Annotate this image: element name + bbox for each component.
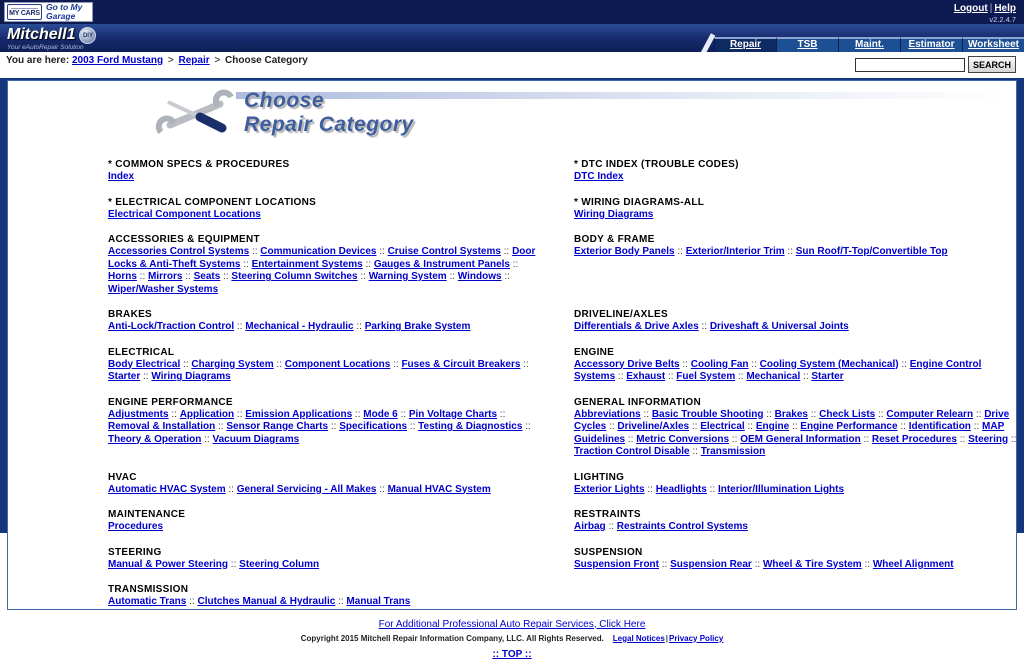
category-heading: RESTRAINTS <box>574 509 641 520</box>
category-heading: BRAKES <box>108 309 153 320</box>
breadcrumb-band <box>0 52 1024 78</box>
category-link[interactable]: Engine <box>755 421 790 432</box>
link-separator: :: <box>352 408 364 420</box>
link-separator: :: <box>689 446 701 457</box>
category-link[interactable]: Wiring Diagrams <box>151 371 231 382</box>
category-links <box>108 171 546 184</box>
additional-services-link[interactable]: For Additional Professional Auto Repair Services, Click Here <box>378 618 646 630</box>
category-link[interactable]: Warning System <box>368 271 447 282</box>
link-separator: :: <box>640 408 652 420</box>
category-link[interactable]: Mechanical - Hydraulic <box>245 321 354 332</box>
category-heading: DRIVELINE/AXLES <box>574 309 668 320</box>
link-separator: :: <box>898 358 910 370</box>
tab-maint[interactable]: Maint. <box>838 37 900 52</box>
link-separator: :: <box>328 421 340 432</box>
category-link[interactable]: Manual Trans <box>346 596 411 607</box>
category-link[interactable]: Accessory Drive Belts <box>574 358 680 370</box>
link-separator: :: <box>362 258 374 270</box>
category-link[interactable]: DTC Index <box>574 171 624 182</box>
link-separator: :: <box>180 358 192 370</box>
category-link[interactable]: Driveshaft & Universal Joints <box>709 321 849 332</box>
category-section <box>108 397 546 459</box>
category-link[interactable]: Exterior Body Panels <box>574 246 675 257</box>
link-separator: :: <box>522 421 531 432</box>
category-section <box>574 472 1024 497</box>
category-link[interactable]: Sensor Range Charts <box>226 421 329 432</box>
category-link[interactable]: Airbag <box>574 521 606 532</box>
category-link[interactable]: Suspension Rear <box>670 558 752 570</box>
main-panel <box>7 80 1017 610</box>
link-separator: :: <box>510 258 519 270</box>
category-link[interactable]: Mode 6 <box>363 408 398 420</box>
category-link[interactable]: Horns <box>108 271 137 282</box>
license-plate-icon <box>7 4 42 20</box>
category-link[interactable]: Identification <box>908 421 971 432</box>
category-links <box>108 596 546 609</box>
breadcrumb-separator: > <box>214 55 221 66</box>
link-separator: :: <box>729 433 741 445</box>
category-link[interactable]: Electrical <box>700 421 745 432</box>
link-separator: :: <box>744 421 756 432</box>
category-links <box>108 409 546 447</box>
category-link[interactable]: Steering <box>968 433 1009 445</box>
link-separator: :: <box>234 321 246 332</box>
plate-label: MY CARS <box>9 10 40 17</box>
category-heading: * WIRING DIAGRAMS-ALL <box>574 196 705 208</box>
link-separator: :: <box>897 421 909 432</box>
link-separator: :: <box>234 408 246 420</box>
category-link[interactable]: Traction Control Disable <box>574 446 690 457</box>
link-separator: :: <box>674 246 686 257</box>
category-heading: ELECTRICAL <box>108 346 175 358</box>
category-link[interactable]: Automatic HVAC System <box>108 483 226 495</box>
link-separator: :: <box>182 271 194 282</box>
category-link[interactable]: Procedures <box>108 521 164 532</box>
category-links <box>108 484 546 497</box>
brand-bar <box>0 24 1024 52</box>
category-link[interactable]: Adjustments <box>108 408 169 420</box>
breadcrumb-repair-link[interactable]: Repair <box>178 55 210 66</box>
link-separator: :: <box>201 433 213 445</box>
breadcrumb-prefix: You are here: <box>6 55 70 66</box>
category-link[interactable]: Charging System <box>191 358 274 370</box>
session-links <box>954 3 1016 24</box>
category-link[interactable]: Metric Conversions <box>636 433 730 445</box>
tab-bar <box>698 37 1024 52</box>
link-separator: :: <box>357 271 369 282</box>
category-link[interactable]: Windows <box>457 271 502 282</box>
link-divider: | <box>989 3 993 14</box>
category-section <box>574 397 1024 459</box>
category-link[interactable]: Door Locks & Anti-Theft Systems <box>108 246 536 270</box>
category-link[interactable]: Wheel & Tire System <box>762 558 862 570</box>
link-separator: :: <box>689 421 701 432</box>
category-section <box>574 584 1024 609</box>
category-link[interactable]: Brakes <box>774 408 808 420</box>
content-frame <box>0 78 1024 660</box>
category-heading: GENERAL INFORMATION <box>574 396 701 408</box>
category-links <box>574 484 1024 497</box>
category-section <box>108 472 546 497</box>
diy-badge-icon: DIY <box>79 27 96 44</box>
link-separator: :: <box>665 371 677 382</box>
link-separator: :: <box>1008 433 1017 445</box>
category-link[interactable]: Steering Column Switches <box>231 271 358 282</box>
category-link[interactable]: Fuses & Circuit Breakers <box>401 358 521 370</box>
category-link[interactable]: Cooling Fan <box>690 358 749 370</box>
link-separator: :: <box>273 358 285 370</box>
link-separator: :: <box>140 371 152 382</box>
link-separator: :: <box>186 596 198 607</box>
category-link[interactable]: Application <box>179 408 235 420</box>
category-link[interactable]: Automatic Trans <box>108 596 187 607</box>
category-link[interactable]: Exterior/Interior Trim <box>685 246 785 257</box>
link-separator: :: <box>497 408 506 420</box>
copyright-text: Copyright 2015 Mitchell Repair Information Company, LLC. All Rights Reserved. <box>300 633 604 643</box>
link-separator: :: <box>970 421 983 432</box>
category-link[interactable]: Body Electrical <box>108 358 181 370</box>
link-separator: :: <box>606 421 618 432</box>
link-separator: :: <box>698 321 710 332</box>
category-links <box>574 559 1024 572</box>
breadcrumb-separator: > <box>167 55 174 66</box>
category-link[interactable]: Interior/Illumination Lights <box>717 483 845 495</box>
link-separator: :: <box>784 246 796 257</box>
search-input[interactable] <box>855 58 965 72</box>
category-link[interactable]: Headlights <box>655 483 707 495</box>
category-section <box>108 159 546 184</box>
category-section <box>108 547 546 572</box>
link-separator: :: <box>800 371 812 382</box>
crossed-tools-icon <box>156 91 236 144</box>
category-link[interactable]: Basic Trouble Shooting <box>651 408 764 420</box>
link-separator: :: <box>520 358 529 370</box>
link-separator: :: <box>789 421 801 432</box>
logo-text: Mitchell1 <box>7 26 76 43</box>
category-link[interactable]: Component Locations <box>284 358 391 370</box>
search-button[interactable]: SEARCH <box>968 56 1016 73</box>
category-section <box>108 197 546 222</box>
link-separator: :: <box>225 483 237 495</box>
page-title <box>244 89 414 137</box>
category-heading: HVAC <box>108 471 137 483</box>
category-link[interactable]: Reset Procedures <box>871 433 957 445</box>
mitchell1-logo <box>7 27 96 51</box>
category-links <box>574 246 1024 259</box>
category-link[interactable]: Computer Relearn <box>886 408 974 420</box>
go-to-my-garage-button[interactable] <box>4 2 93 22</box>
breadcrumb-current: Choose Category <box>225 55 308 66</box>
category-section <box>108 234 546 296</box>
category-link[interactable]: MAP Guidelines <box>574 421 1005 445</box>
category-links <box>574 359 1024 384</box>
category-link[interactable]: Steering Column <box>239 558 320 570</box>
category-link[interactable]: Manual HVAC System <box>387 483 491 495</box>
link-separator: :: <box>249 246 261 257</box>
link-separator: :: <box>973 408 985 420</box>
category-link[interactable]: Starter <box>108 371 141 382</box>
link-separator: :: <box>875 408 887 420</box>
link-separator: :: <box>446 271 458 282</box>
link-separator: :: <box>751 558 763 570</box>
category-link[interactable]: Drive Cycles <box>574 408 1010 432</box>
go-to-my-garage-label: Go to My Garage <box>46 2 83 21</box>
link-separator: :: <box>168 408 180 420</box>
link-separator: :: <box>353 321 365 332</box>
back-to-top-link[interactable]: :: TOP :: <box>492 648 532 660</box>
category-link[interactable]: Specifications <box>339 421 408 432</box>
category-links <box>574 321 1024 334</box>
category-link[interactable]: Pin Voltage Charts <box>408 408 498 420</box>
category-links <box>574 521 1024 534</box>
category-link[interactable]: Wheel Alignment <box>872 558 954 570</box>
category-link[interactable]: Driveline/Axles <box>617 421 690 432</box>
category-heading: ENGINE <box>574 346 615 358</box>
link-separator: :: <box>215 421 227 432</box>
link-separator: :: <box>644 483 656 495</box>
link-separator: :: <box>240 258 252 270</box>
category-link[interactable]: Wiper/Washer Systems <box>108 283 219 295</box>
tab-estimator[interactable]: Estimator <box>900 37 962 52</box>
category-link[interactable]: Manual & Power Steering <box>108 558 229 570</box>
category-link[interactable]: Restraints Control Systems <box>616 521 748 532</box>
version-label: v2.2.4.7 <box>989 15 1016 24</box>
category-section <box>574 547 1024 572</box>
link-separator: :: <box>659 558 671 570</box>
privacy-policy-link[interactable]: Privacy Policy <box>669 633 724 643</box>
category-link[interactable]: Check Lists <box>819 408 876 420</box>
link-separator: :: <box>390 358 402 370</box>
category-link[interactable]: Theory & Operation <box>108 433 202 445</box>
category-link[interactable]: Entertainment Systems <box>251 258 363 270</box>
category-links <box>574 209 1024 222</box>
page-title-line1: Choose <box>244 89 325 112</box>
link-separator: :: <box>605 521 617 532</box>
category-heading: SUSPENSION <box>574 546 643 558</box>
category-link[interactable]: Suspension Front <box>574 558 659 570</box>
footer <box>7 612 1017 665</box>
category-heading: * COMMON SPECS & PROCEDURES <box>108 159 290 170</box>
link-separator: :: <box>956 433 969 445</box>
tab-slash-decoration <box>698 37 714 52</box>
page-title-line2: Repair Category <box>244 113 414 136</box>
category-links <box>108 246 546 296</box>
category-section <box>108 309 546 334</box>
category-section <box>574 309 1024 334</box>
category-link[interactable]: Transmission <box>700 446 766 457</box>
category-link[interactable]: Cooling System (Mechanical) <box>759 358 899 370</box>
category-section <box>574 197 1024 222</box>
category-links <box>574 409 1024 459</box>
link-separator: :: <box>376 483 388 495</box>
legal-notices-link[interactable]: Legal Notices <box>612 633 665 643</box>
category-link[interactable]: Testing & Diagnostics <box>418 421 523 432</box>
category-section <box>108 347 546 384</box>
category-grid <box>8 143 1016 609</box>
category-heading: ENGINE PERFORMANCE <box>108 396 233 408</box>
category-link[interactable]: Accessories Control Systems <box>108 246 250 257</box>
category-link[interactable]: Engine Control Systems <box>574 358 982 382</box>
category-link[interactable]: Removal & Installation <box>108 421 216 432</box>
category-link[interactable]: Communication Devices <box>260 246 377 257</box>
category-heading: MAINTENANCE <box>108 509 186 520</box>
category-link[interactable]: Differentials & Drive Axles <box>574 321 699 332</box>
link-separator: :: <box>500 246 513 257</box>
category-link[interactable]: Seats <box>193 271 221 282</box>
category-links <box>108 321 546 334</box>
breadcrumb-vehicle-link[interactable]: 2003 Ford Mustang <box>71 55 164 66</box>
category-heading: TRANSMISSION <box>108 584 189 595</box>
tab-worksheet[interactable]: Worksheet <box>962 37 1024 52</box>
link-separator: :: <box>501 271 510 282</box>
link-separator: :: <box>748 358 760 370</box>
category-link[interactable]: Fuel System <box>676 371 736 382</box>
category-link[interactable]: Emission Applications <box>245 408 353 420</box>
link-separator: :: <box>860 433 872 445</box>
link-separator: :: <box>407 421 419 432</box>
link-separator: :: <box>706 483 718 495</box>
category-link[interactable]: OEM General Information <box>740 433 861 445</box>
link-separator: :: <box>625 433 637 445</box>
category-link[interactable]: Exterior Lights <box>574 483 645 495</box>
link-separator: :: <box>807 408 820 420</box>
category-links <box>108 359 546 384</box>
link-separator: :: <box>679 358 691 370</box>
tab-repair[interactable]: Repair <box>714 37 776 52</box>
category-link[interactable]: Mechanical <box>746 371 801 382</box>
category-section <box>574 509 1024 534</box>
category-link[interactable]: General Servicing - All Makes <box>236 483 377 495</box>
category-link[interactable]: Parking Brake System <box>364 321 471 332</box>
link-separator: :: <box>615 371 627 382</box>
category-links <box>108 521 546 534</box>
link-separator: :: <box>335 596 347 607</box>
category-link[interactable]: Vacuum Diagrams <box>212 433 300 445</box>
category-link[interactable]: Starter <box>811 371 844 382</box>
copyright-line <box>7 634 1017 643</box>
link-separator: :: <box>136 271 149 282</box>
category-link[interactable]: Clutches Manual & Hydraulic <box>197 596 336 607</box>
tab-tsb[interactable]: TSB <box>776 37 838 52</box>
category-section <box>574 159 1024 184</box>
category-section <box>108 584 546 609</box>
category-link[interactable]: Mirrors <box>148 271 183 282</box>
category-link[interactable]: Engine Performance <box>800 421 898 432</box>
page-title-block <box>156 89 1016 143</box>
category-links <box>108 209 546 222</box>
category-section <box>574 347 1024 384</box>
link-separator: :: <box>763 408 775 420</box>
category-link[interactable]: Wiring Diagrams <box>574 208 654 220</box>
link-separator: :: <box>220 271 232 282</box>
link-separator: :: <box>376 246 388 257</box>
category-link[interactable]: Gauges & Instrument Panels <box>373 258 510 270</box>
category-heading: LIGHTING <box>574 471 625 483</box>
logo-tagline: Your eAutoRepair Solution <box>7 44 84 51</box>
category-heading: STEERING <box>108 546 162 558</box>
link-separator: :: <box>397 408 409 420</box>
help-link[interactable]: Help <box>994 3 1016 14</box>
link-separator: :: <box>735 371 747 382</box>
category-link[interactable]: Sun Roof/T-Top/Convertible Top <box>795 246 948 257</box>
category-link[interactable]: Index <box>108 171 135 182</box>
category-heading: ACCESSORIES & EQUIPMENT <box>108 234 260 245</box>
category-section <box>108 509 546 534</box>
category-links <box>108 559 546 572</box>
category-link[interactable]: Abbreviations <box>574 408 641 420</box>
category-section <box>574 234 1024 296</box>
logout-link[interactable]: Logout <box>953 3 988 14</box>
category-link[interactable]: Cruise Control Systems <box>387 246 501 257</box>
link-separator: :: <box>228 558 240 570</box>
category-heading: BODY & FRAME <box>574 234 655 245</box>
category-link[interactable]: Exhaust <box>626 371 666 382</box>
category-link[interactable]: Anti-Lock/Traction Control <box>108 321 235 332</box>
footer-pipe: | <box>665 633 669 643</box>
category-link[interactable]: Electrical Component Locations <box>108 208 261 220</box>
category-heading: * ELECTRICAL COMPONENT LOCATIONS <box>108 196 317 208</box>
search-area <box>852 52 1019 77</box>
breadcrumb <box>6 55 308 66</box>
category-links <box>574 171 1024 184</box>
link-separator: :: <box>861 558 873 570</box>
top-bar <box>0 0 1024 24</box>
category-heading: * DTC INDEX (TROUBLE CODES) <box>574 159 739 170</box>
